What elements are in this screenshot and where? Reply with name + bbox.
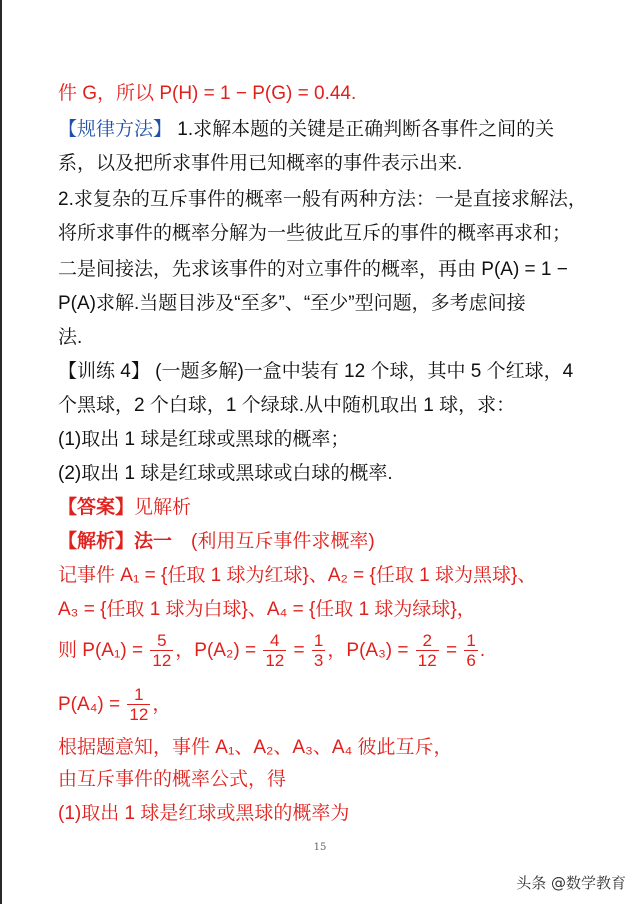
text-line-2 (58, 116, 618, 144)
text-line-6: 二是间接法，先求该事件的对立事件的概率，再由 P(A) = 1 − (58, 259, 568, 280)
fraction-5-den: 6 (466, 651, 476, 671)
page-left-border (0, 0, 2, 904)
formula-prefix: 则 (58, 640, 83, 661)
training-heading: 【训练 4】 (一题多解)一盒中装有 12 个球，其中 5 个红球，4 (58, 361, 574, 382)
formula-end2: ， (152, 694, 172, 715)
text-line-7: P(A)求解.当题目涉及“至多”、“至少”型问题，多考虑间接 (58, 293, 526, 314)
analysis-line (58, 528, 618, 556)
fraction-3 (312, 631, 325, 670)
fraction-6 (127, 685, 150, 724)
question-1: (1)取出 1 球是红球或黑球的概率； (58, 429, 350, 450)
text-line-3: 系，以及把所求事件用已知概率的事件表示出来. (58, 153, 463, 174)
formula-pa4: P(A₄) = (58, 694, 126, 715)
fraction-5-num: 1 (466, 631, 476, 651)
formula-sep1: ， (175, 640, 195, 661)
fraction-4 (416, 631, 439, 670)
fraction-6-num: 1 (127, 685, 150, 705)
analysis-text: (利用互斥事件求概率) (172, 531, 375, 552)
text-line-5: 将所求事件的概率分解为一些彼此互斥的事件的概率再求和； (58, 223, 572, 244)
text-line-16: A₃ = {任取 1 球为白球}、A₄ = {任取 1 球为绿球}， (58, 599, 476, 620)
fraction-1 (150, 631, 173, 670)
text-line-8: 法. (58, 327, 83, 348)
fraction-2 (263, 631, 286, 670)
fraction-3-num: 1 (313, 631, 324, 651)
text-line-19: 根据题意知，事件 A₁、A₂、A₃、A₄ 彼此互斥， (58, 737, 453, 758)
watermark: 头条 @数学教育 (516, 874, 626, 892)
formula-pa2: P(A₂) = (194, 640, 262, 661)
text-line-4: 2.求复杂的互斥事件的概率一般有两种方法：一是直接求解法， (58, 189, 587, 210)
probability-a4-line (58, 682, 618, 728)
text-line-1: 件 G，所以 P(H) = 1 − P(G) = 0.44. (58, 83, 357, 104)
fraction-3-den: 3 (313, 651, 324, 671)
method-text: 1.求解本题的关键是正确判断各事件之间的关 (172, 119, 555, 140)
fraction-5 (464, 631, 477, 670)
text-line-15: 记事件 A₁ = {任取 1 球为红球}、A₂ = {任取 1 球为黑球}、 (58, 565, 537, 586)
fraction-6-den: 12 (129, 705, 149, 725)
analysis-tag: 【解析】法一 (58, 531, 173, 552)
formula-eq2: = (288, 640, 310, 661)
answer-line (58, 494, 618, 522)
fraction-4-num: 2 (416, 631, 439, 651)
fraction-2-num: 4 (263, 631, 286, 651)
fraction-2-den: 12 (265, 651, 285, 671)
fraction-1-den: 12 (152, 651, 172, 671)
answer-text: 见解析 (134, 497, 192, 518)
formula-pa3: P(A₃) = (346, 640, 414, 661)
page-number: 15 (313, 842, 327, 853)
formula-pa1: P(A₁) = (82, 640, 149, 661)
formula-sep2: ， (327, 640, 347, 661)
question-2: (2)取出 1 球是红球或黑球或白球的概率. (58, 463, 393, 484)
formula-eq3: = (440, 640, 463, 661)
formula-end: . (479, 640, 486, 661)
probability-formula-line (58, 628, 618, 674)
text-line-10: 个黑球，2 个白球，1 个绿球.从中随机取出 1 球，求： (58, 395, 516, 416)
method-tag: 【规律方法】 (58, 119, 173, 140)
text-line-21: (1)取出 1 球是红球或黑球的概率为 (58, 803, 350, 824)
fraction-4-den: 12 (417, 651, 437, 671)
answer-tag: 【答案】 (58, 497, 135, 518)
text-line-20: 由互斥事件的概率公式，得 (58, 769, 287, 790)
fraction-1-num: 5 (150, 631, 173, 651)
